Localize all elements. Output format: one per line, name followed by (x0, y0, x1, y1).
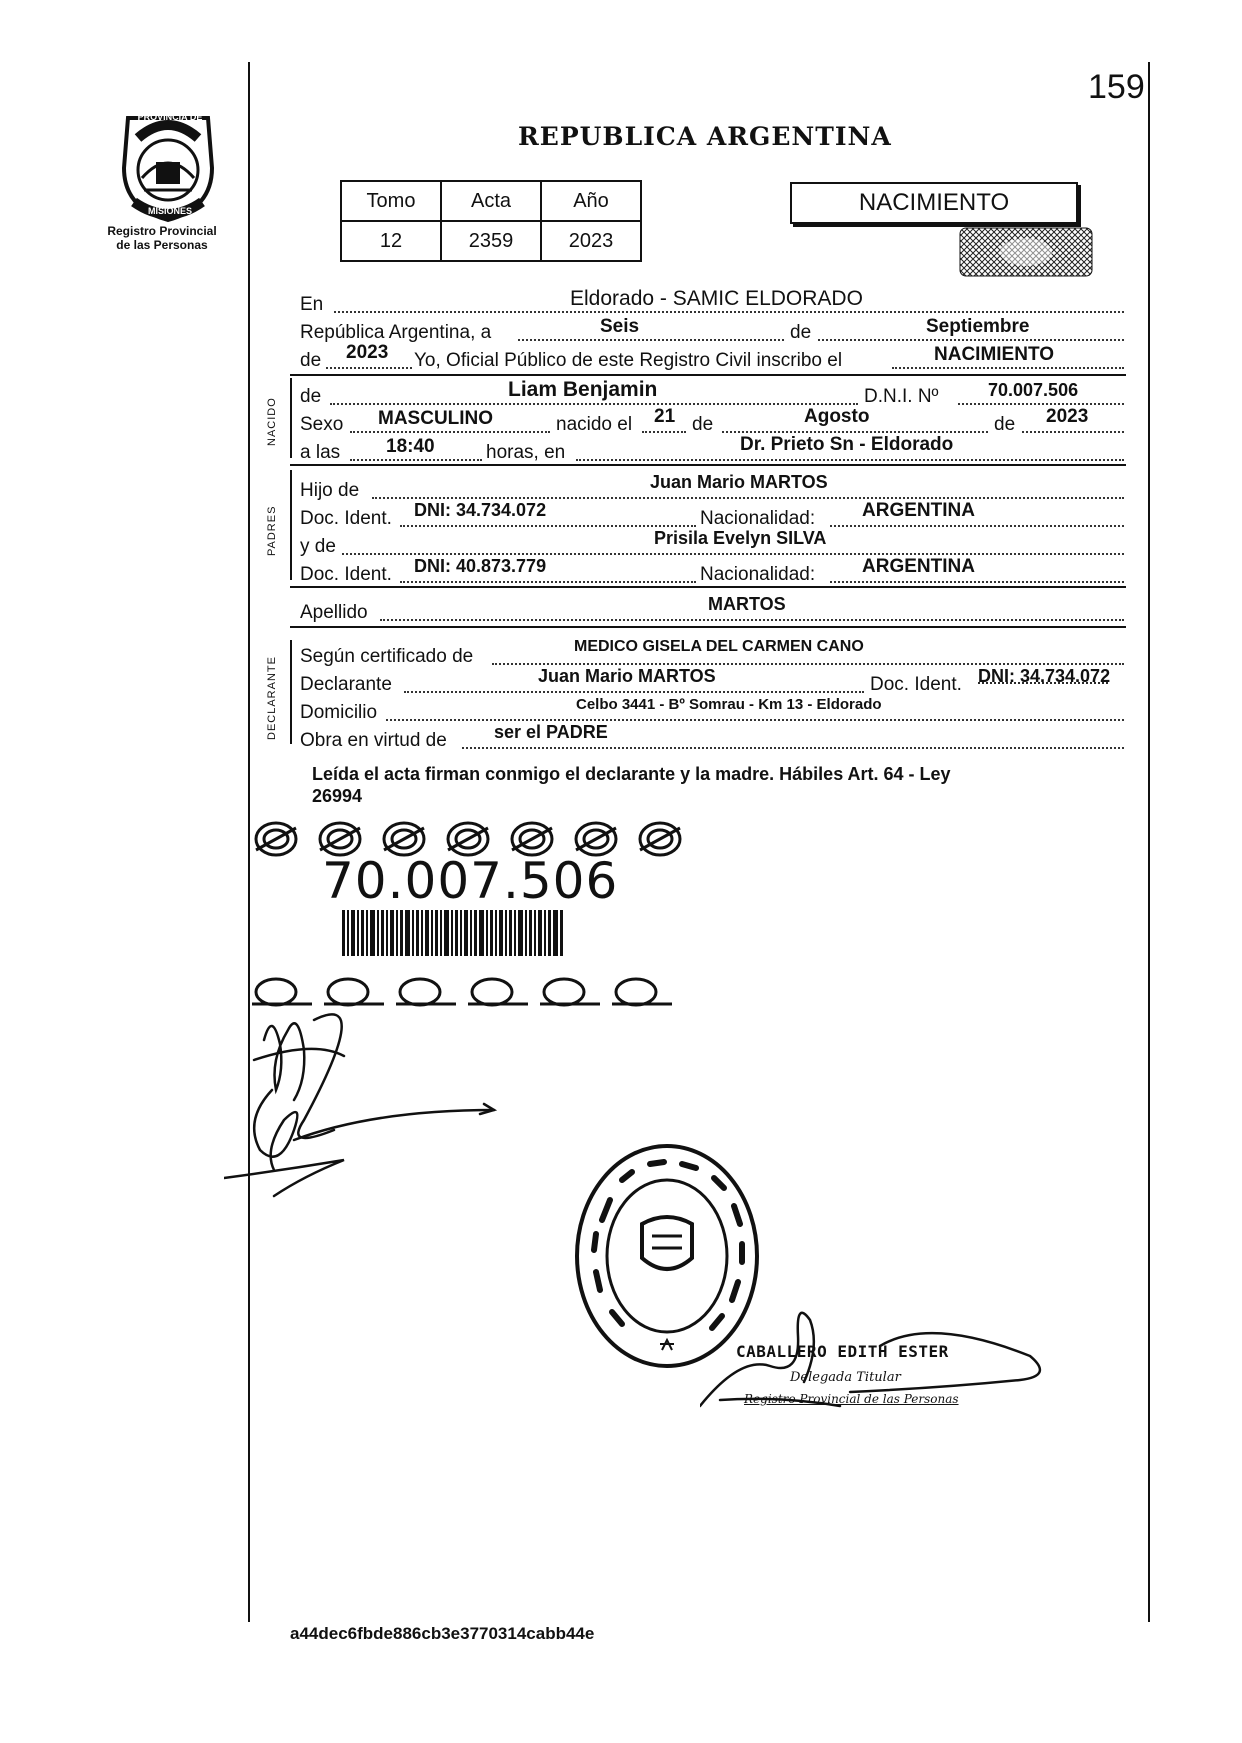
surname-rule (290, 626, 1126, 628)
born-section-bar (290, 378, 292, 458)
born-dni: 70.007.506 (988, 380, 1079, 400)
role-dots (462, 747, 1124, 749)
born-day: 21 (654, 406, 676, 427)
official-name: CABALLERO EDITH ESTER (736, 1342, 949, 1361)
father-nat: ARGENTINA (862, 500, 975, 521)
record-header-tomo: Tomo (341, 181, 441, 221)
born-time: 18:40 (386, 436, 435, 457)
born-time-dots (350, 459, 482, 461)
date-label-1: República Argentina, a (300, 322, 492, 343)
right-margin-line (1148, 62, 1150, 1622)
mother-nat: ARGENTINA (862, 556, 975, 577)
born-dni-label: D.N.I. Nº (864, 386, 939, 407)
date-label-2: de (790, 322, 812, 343)
born-dni-dots (958, 403, 1124, 405)
place-dots (334, 311, 1124, 313)
date-month: Septiembre (926, 316, 1030, 337)
born-section-label: NACIDO (266, 397, 278, 446)
address-value: Celbo 3441 - Bº Somrau - Km 13 - Eldorado (576, 696, 882, 713)
born-month: Agosto (804, 406, 870, 427)
declarant-signature (224, 1000, 514, 1200)
declarant-doc: DNI: 34.734.072 (978, 666, 1111, 686)
father-name: Juan Mario MARTOS (650, 472, 828, 492)
date-label-4: Yo, Oficial Público de este Registro Civil inscribo el (414, 350, 843, 371)
record-table (340, 180, 642, 262)
cert-label: Según certificado de (300, 646, 474, 667)
mother-doc-label: Doc. Ident. (300, 564, 392, 585)
born-sex: MASCULINO (378, 408, 494, 429)
born-date-label: nacido el (556, 414, 633, 435)
born-month-dots (722, 431, 988, 433)
logo-text-top: PROVINCIA DE (137, 112, 203, 122)
parents-section-bar (290, 470, 292, 580)
born-name-dots (330, 403, 858, 405)
date-label-3: de (300, 350, 322, 371)
logo-caption-1: Registro Provincial (107, 224, 217, 238)
declarant-dots (404, 691, 864, 693)
born-hours-label: horas, en (486, 442, 566, 463)
father-doc-dots (400, 525, 696, 527)
place-label: En (300, 294, 324, 315)
role-label: Obra en virtud de (300, 730, 447, 751)
date-dots-1 (518, 339, 784, 341)
official-title: Delegada Titular (790, 1370, 901, 1385)
declarant-section-bar (290, 640, 292, 744)
document-type: NACIMIENTO (858, 189, 1010, 216)
born-day-dots (642, 431, 686, 433)
record-header-ano: Año (541, 181, 641, 221)
cert-value: MEDICO GISELA DEL CARMEN CANO (574, 638, 864, 655)
father-nat-dots (830, 525, 1124, 527)
security-stamp (958, 226, 1094, 278)
cert-dots (492, 663, 1124, 665)
mother-name: Prisila Evelyn SILVA (654, 528, 827, 548)
id-stamp-number: 70.007.506 (322, 852, 619, 910)
mother-nat-dots (830, 581, 1124, 583)
child-of-label: Hijo de (300, 480, 360, 501)
born-at-label: a las (300, 442, 341, 463)
logo-text-bottom: MISIONES (147, 206, 192, 216)
born-sex-dots (350, 431, 550, 433)
mother-doc-dots (400, 581, 696, 583)
declarant-doc-label: Doc. Ident. (870, 674, 962, 695)
role-value: ser el PADRE (494, 722, 608, 742)
barcode (342, 910, 566, 956)
date-dots-3 (326, 367, 412, 369)
declarant-label: Declarante (300, 674, 392, 695)
born-place: Dr. Prieto Sn - Eldorado (740, 434, 954, 455)
date-day: Seis (600, 316, 640, 337)
born-place-dots (576, 459, 1124, 461)
born-name: Liam Benjamin (508, 378, 658, 401)
born-sex-label: Sexo (300, 414, 344, 435)
document-type-box (790, 182, 1078, 224)
page-title: REPUBLICA ARGENTINA (518, 122, 892, 151)
mother-nat-label: Nacionalidad: (700, 564, 816, 585)
parents-section-label: PADRES (266, 505, 278, 556)
born-de-1: de (692, 414, 714, 435)
address-dots (386, 719, 1124, 721)
record-header-acta: Acta (441, 181, 541, 221)
closing-line-2: 26994 (312, 786, 363, 806)
record-acta: 2359 (441, 221, 541, 261)
father-doc: DNI: 34.734.072 (414, 500, 547, 520)
date-dots-2 (818, 339, 1124, 341)
surname-dots (380, 619, 1124, 621)
declarant-section-label: DECLARANTE (266, 656, 278, 740)
father-doc-label: Doc. Ident. (300, 508, 392, 529)
left-margin-line (248, 62, 250, 1622)
document-hash: a44dec6fbde886cb3e3770314cabb44e (290, 1624, 595, 1643)
official-office: Registro Provincial de las Personas (744, 1392, 959, 1406)
logo-caption-2: de las Personas (116, 238, 208, 252)
mother-name-dots (342, 553, 1124, 555)
declarant-name: Juan Mario MARTOS (538, 666, 716, 686)
surname-value: MARTOS (708, 594, 786, 614)
father-name-dots (372, 497, 1124, 499)
father-nat-label: Nacionalidad: (700, 508, 816, 529)
date-dots-4 (892, 367, 1124, 369)
mother-doc: DNI: 40.873.779 (414, 556, 547, 576)
born-year: 2023 (1046, 406, 1089, 427)
record-tomo: 12 (341, 221, 441, 261)
date-event: NACIMIENTO (934, 344, 1054, 365)
and-label: y de (300, 536, 336, 557)
place-value: Eldorado - SAMIC ELDORADO (570, 287, 863, 310)
surname-label: Apellido (300, 602, 368, 623)
born-de-2: de (994, 414, 1016, 435)
born-section-rule (290, 464, 1126, 466)
closing-line-1: Leída el acta firman conmigo el declarante y la madre. Hábiles Art. 64 - Ley (312, 764, 951, 784)
record-ano: 2023 (541, 221, 641, 261)
date-section-rule (290, 374, 1126, 376)
address-label: Domicilio (300, 702, 378, 723)
parents-section-rule (290, 586, 1126, 588)
date-year: 2023 (346, 342, 389, 363)
page-number: 159 (1088, 68, 1145, 106)
born-name-label: de (300, 386, 322, 407)
born-year-dots (1022, 431, 1124, 433)
